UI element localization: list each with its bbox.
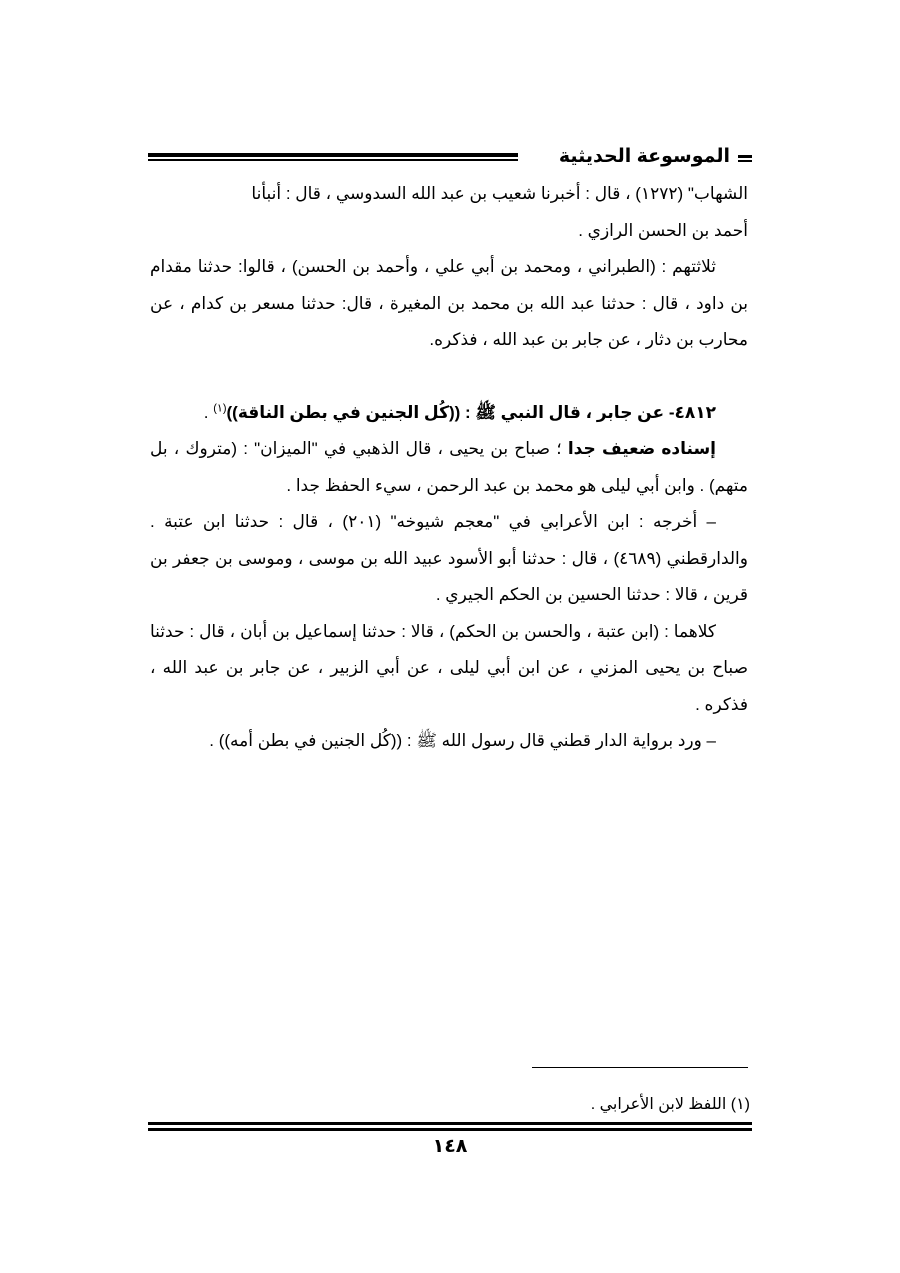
warad-paragraph: – ورد برواية الدار قطني قال رسول الله ﷺ : ((كُل الجنين في بطن أمه)) . — [209, 731, 716, 750]
paragraph-shihab-line2: أحمد بن الحسن الرازي . — [578, 220, 748, 240]
takhrij-paragraph: – أخرجه : ابن الأعرابي في "معجم شيوخه" (٢٠١) ، قال : حدثنا ابن عتبة . والدارقطني (٤٦٨٩) ، قال : حدثنا أبو الأسود عبيد الله بن موسى ، وموسى بن جعفر بن قرين ، قالا : حدثنا الحسين بن الحكم الجيري . — [150, 512, 748, 604]
footer-rules — [148, 1122, 752, 1131]
hadith-text: عن جابر ، قال النبي ﷺ : ((كُل الجنين في بطن الناقة)) — [226, 402, 665, 422]
hadith-number: ٤٨١٢- — [668, 402, 716, 422]
kilahuma-paragraph: كلاهما : (ابن عتبة ، والحسن بن الحكم) ، قالا : حدثنا إسماعيل بن أبان ، قال : حدثنا صباح بن يحيى المزني ، عن ابن أبي ليلى ، عن أبي الزبير ، عن جابر بن عبد الله ، فذكره . — [150, 621, 748, 714]
isnad-paragraph — [150, 431, 748, 504]
footnote: (١) اللفظ لابن الأعرابي . — [590, 1096, 750, 1113]
paragraph-thalathatuhum: ثلاثتهم : (الطبراني ، ومحمد بن أبي علي ، وأحمد بن الحسن) ، قالوا: حدثنا مقدام بن داود ، قال : حدثنا عبد الله بن محمد بن المغيرة ، قال: حدثنا مسعر بن كدام ، عن محارب بن دثار ، عن جابر بن عبد الله ، فذكره. — [150, 257, 748, 349]
paragraph-shihab — [150, 176, 748, 213]
isnad-grade: إسناده ضعيف جدا — [567, 439, 717, 458]
isnad-text: ؛ صباح بن يحيى ، قال الذهبي في "الميزان" : (متروك ، بل متهم) . وابن أبي ليلى هو محمد بن عبد الرحمن ، سيء الحفظ جدا . — [150, 439, 748, 495]
header-rule-long — [148, 153, 518, 163]
main-text — [150, 176, 748, 760]
hadith-heading — [150, 395, 748, 432]
running-header — [148, 144, 752, 172]
paragraph-gap — [150, 359, 748, 395]
footnote-separator — [532, 1067, 748, 1068]
hadith-end: . — [203, 402, 214, 422]
page-number: ١٤٨ — [432, 1136, 468, 1157]
header-title: الموسوعة الحديثية — [558, 146, 730, 167]
header-rule-short — [738, 155, 752, 163]
footnote-reference: (١) — [213, 401, 227, 414]
paragraph-shihab-line1: الشهاب" (١٢٧٢) ، قال : أخبرنا شعيب بن عبد الله السدوسي ، قال : أنبأنا — [251, 184, 748, 203]
